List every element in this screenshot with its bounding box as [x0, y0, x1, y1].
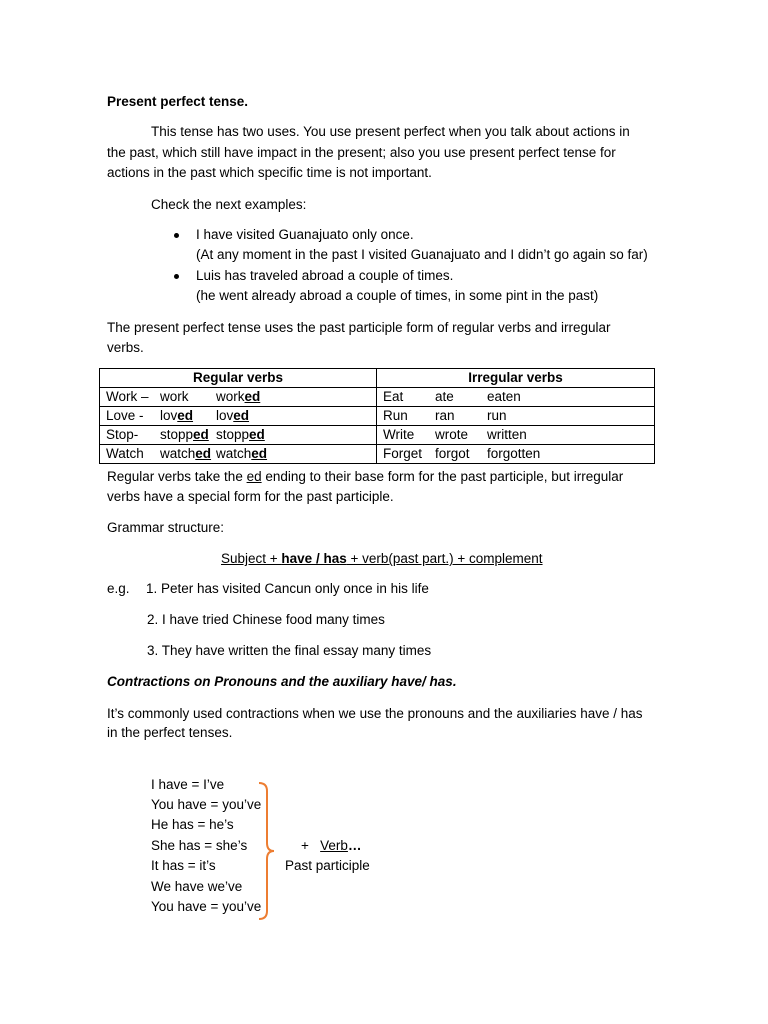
regular-base: Work – [106, 389, 149, 404]
contractions-line-2: in the perfect tenses. [107, 725, 233, 740]
contraction-item: You have = you’ve [151, 797, 262, 812]
regular-past: loved [160, 408, 194, 423]
regular-pp: loved [216, 408, 250, 423]
verbs-table [99, 368, 655, 464]
irregular-past: forgot [435, 446, 470, 461]
irregular-base: Eat [383, 389, 404, 404]
header-irregular-verbs: Irregular verbs [377, 369, 655, 388]
regular-base: Love - [106, 408, 144, 423]
irregular-cell [377, 426, 655, 445]
irregular-base: Run [383, 408, 408, 423]
contraction-item: He has = he’s [151, 817, 234, 832]
table-row [100, 388, 655, 407]
irregular-pp: forgotten [487, 446, 541, 461]
contraction-item: She has = she’s [151, 838, 248, 853]
table-header-row [100, 369, 655, 388]
irregular-base: Write [383, 427, 415, 442]
page-title: Present perfect tense. [107, 94, 249, 109]
regular-note-line-2: verbs have a special form for the past participle. [107, 489, 394, 504]
contraction-item: You have = you’ve [151, 899, 262, 914]
intro-line-2: the past, which still have impact in the present; also you use present perfect tense for [107, 145, 616, 160]
table-row [100, 445, 655, 464]
example-sentence-3: 3. They have written the final essay many times [147, 643, 432, 658]
regular-cell [100, 407, 377, 426]
irregular-past: ate [435, 389, 454, 404]
grammar-structure: Subject + have / has + verb(past part.) + complement [221, 551, 543, 566]
grammar-heading: Grammar structure: [107, 520, 225, 535]
intro-line-1: This tense has two uses. You use present perfect when you talk about actions in [151, 124, 630, 139]
irregular-cell [377, 407, 655, 426]
eg-label: e.g. [107, 581, 130, 596]
regular-pp: worked [216, 389, 261, 404]
verb-note: + Verb… [301, 838, 362, 853]
table-row [100, 426, 655, 445]
bullet-2-note: (he went already abroad a couple of times, in some pint in the past) [196, 288, 599, 303]
irregular-cell [377, 445, 655, 464]
contractions-line-1: It’s commonly used contractions when we use the pronouns and the auxiliaries have / has [107, 706, 643, 721]
intro-line-3: actions in the past which specific time is not important. [107, 165, 432, 180]
table-row [100, 407, 655, 426]
regular-pp: watched [216, 446, 268, 461]
irregular-pp: eaten [487, 389, 521, 404]
contraction-item: I have = I’ve [151, 777, 225, 792]
examples-heading: Check the next examples: [151, 197, 307, 212]
regular-cell [100, 426, 377, 445]
bullet-icon [174, 274, 179, 279]
contraction-item: We have we’ve [151, 879, 243, 894]
regular-past: watched [160, 446, 212, 461]
participle-line-2: verbs. [107, 340, 144, 355]
regular-base: Stop- [106, 427, 139, 442]
irregular-pp: run [487, 408, 507, 423]
bullet-1-note: (At any moment in the past I visited Guanajuato and I didn’t go again so far) [196, 247, 648, 262]
contraction-item: It has = it’s [151, 858, 216, 873]
example-sentence-1: 1. Peter has visited Cancun only once in his life [146, 581, 429, 596]
bullet-1-text: I have visited Guanajuato only once. [196, 227, 414, 242]
regular-pp: stopped [216, 427, 265, 442]
example-sentence-2: 2. I have tried Chinese food many times [147, 612, 385, 627]
regular-past-stem: work [160, 389, 189, 404]
past-participle-label: Past participle [285, 858, 370, 873]
irregular-past: ran [435, 408, 455, 423]
regular-cell [100, 388, 377, 407]
regular-base: Watch [106, 446, 144, 461]
bullet-icon [174, 233, 179, 238]
header-regular-verbs: Regular verbs [100, 369, 377, 388]
right-brace-icon [258, 781, 276, 921]
regular-note-line-1: Regular verbs take the ed ending to their base form for the past participle, but irregular [107, 469, 624, 484]
irregular-cell [377, 388, 655, 407]
contractions-heading: Contractions on Pronouns and the auxiliary have/ has. [107, 674, 457, 689]
irregular-past: wrote [435, 427, 469, 442]
participle-line-1: The present perfect tense uses the past participle form of regular verbs and irregular [107, 320, 611, 335]
irregular-pp: written [487, 427, 527, 442]
irregular-base: Forget [383, 446, 423, 461]
regular-past: stopped [160, 427, 209, 442]
bullet-2-text: Luis has traveled abroad a couple of times. [196, 268, 454, 283]
regular-cell [100, 445, 377, 464]
